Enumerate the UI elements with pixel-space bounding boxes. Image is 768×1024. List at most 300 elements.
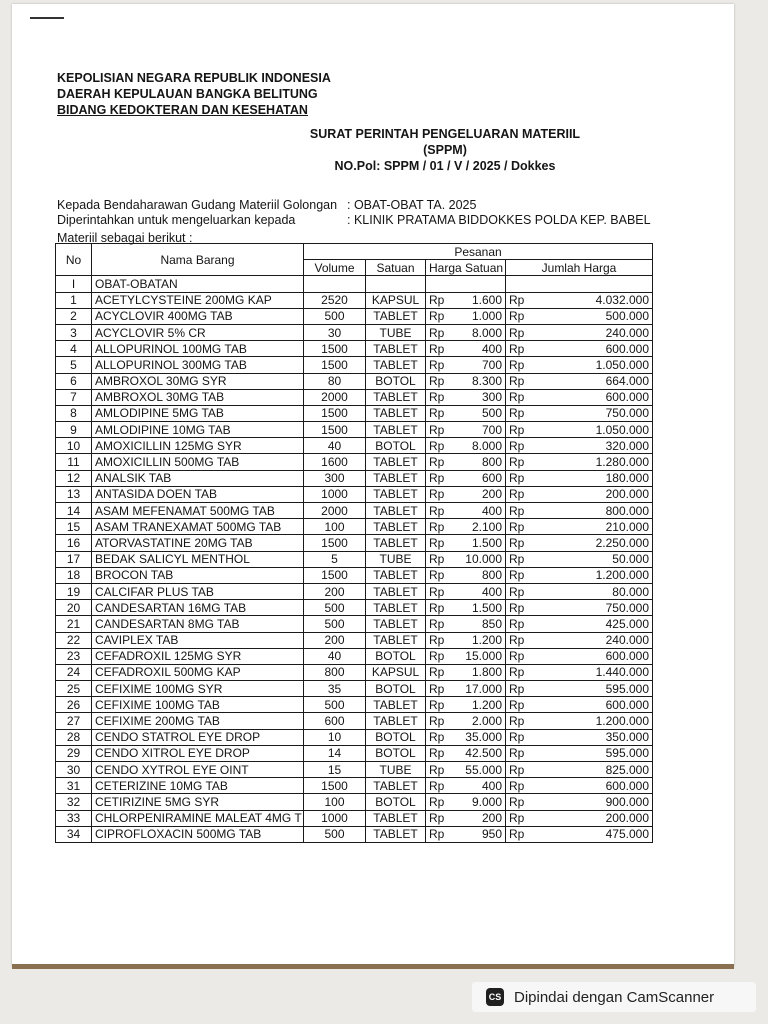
row-jumlah: 600.000 xyxy=(534,389,653,405)
row-name: CEFADROXIL 125MG SYR xyxy=(92,648,304,664)
row-no: 14 xyxy=(56,503,92,519)
row-harga: 700 xyxy=(454,357,506,373)
row-volume: 15 xyxy=(304,762,366,778)
recipient-label: Kepada Bendaharawan Gudang Materiil Golongan xyxy=(57,198,338,212)
row-name: AMOXICILLIN 500MG TAB xyxy=(92,454,304,470)
row-jumlah-currency: Rp xyxy=(506,357,534,373)
row-harga-currency: Rp xyxy=(426,324,454,340)
row-no: 6 xyxy=(56,373,92,389)
table-row xyxy=(56,454,653,470)
row-jumlah: 600.000 xyxy=(534,778,653,794)
row-jumlah-currency: Rp xyxy=(506,503,534,519)
row-harga: 2.100 xyxy=(454,519,506,535)
row-volume: 800 xyxy=(304,664,366,680)
row-name: CEFIXIME 100MG SYR xyxy=(92,681,304,697)
row-volume: 14 xyxy=(304,745,366,761)
order-value: : KLINIK PRATAMA BIDDOKKES POLDA KEP. BABEL xyxy=(347,213,651,227)
row-satuan: TABLET xyxy=(366,308,426,324)
row-satuan: TUBE xyxy=(366,324,426,340)
row-no: 31 xyxy=(56,778,92,794)
row-name: ATORVASTATINE 20MG TAB xyxy=(92,535,304,551)
row-no: 17 xyxy=(56,551,92,567)
row-name: CENDO XYTROL EYE OINT xyxy=(92,762,304,778)
letterhead xyxy=(57,70,331,118)
row-harga-currency: Rp xyxy=(426,778,454,794)
row-no: 24 xyxy=(56,664,92,680)
row-volume: 500 xyxy=(304,697,366,713)
table-row xyxy=(56,664,653,680)
table-row xyxy=(56,373,653,389)
row-harga: 950 xyxy=(454,826,506,842)
row-volume: 2000 xyxy=(304,503,366,519)
row-name: CALCIFAR PLUS TAB xyxy=(92,583,304,599)
table-row xyxy=(56,713,653,729)
header-harga: Harga Satuan xyxy=(426,260,506,276)
row-volume: 40 xyxy=(304,648,366,664)
row-jumlah-currency: Rp xyxy=(506,664,534,680)
row-no: 33 xyxy=(56,810,92,826)
row-satuan: TABLET xyxy=(366,826,426,842)
row-harga-currency: Rp xyxy=(426,664,454,680)
row-harga: 9.000 xyxy=(454,794,506,810)
table-row xyxy=(56,616,653,632)
table-row xyxy=(56,583,653,599)
row-harga-currency: Rp xyxy=(426,567,454,583)
row-harga: 200 xyxy=(454,810,506,826)
table-row xyxy=(56,794,653,810)
page-edge xyxy=(12,964,734,969)
row-harga-currency: Rp xyxy=(426,697,454,713)
row-satuan: BOTOL xyxy=(366,729,426,745)
row-jumlah-currency: Rp xyxy=(506,389,534,405)
row-no: 12 xyxy=(56,470,92,486)
row-satuan: TABLET xyxy=(366,389,426,405)
row-harga: 42.500 xyxy=(454,745,506,761)
row-harga-currency: Rp xyxy=(426,357,454,373)
row-satuan: TABLET xyxy=(366,535,426,551)
row-jumlah-currency: Rp xyxy=(506,551,534,567)
table-row xyxy=(56,405,653,421)
row-jumlah: 595.000 xyxy=(534,745,653,761)
row-name: CENDO XITROL EYE DROP xyxy=(92,745,304,761)
header-no: No xyxy=(56,244,92,276)
table-row xyxy=(56,745,653,761)
row-jumlah: 500.000 xyxy=(534,308,653,324)
row-jumlah: 825.000 xyxy=(534,762,653,778)
row-volume: 500 xyxy=(304,616,366,632)
row-jumlah: 80.000 xyxy=(534,583,653,599)
table-row xyxy=(56,438,653,454)
row-satuan: TABLET xyxy=(366,454,426,470)
row-jumlah: 240.000 xyxy=(534,632,653,648)
row-jumlah-currency: Rp xyxy=(506,486,534,502)
row-jumlah-currency: Rp xyxy=(506,583,534,599)
row-harga-currency: Rp xyxy=(426,438,454,454)
row-jumlah-currency: Rp xyxy=(506,308,534,324)
table-row xyxy=(56,697,653,713)
materiil-table xyxy=(55,243,653,843)
row-harga: 700 xyxy=(454,422,506,438)
row-jumlah-currency: Rp xyxy=(506,745,534,761)
row-no: 28 xyxy=(56,729,92,745)
row-harga-currency: Rp xyxy=(426,826,454,842)
row-jumlah-currency: Rp xyxy=(506,713,534,729)
row-harga: 1.600 xyxy=(454,292,506,308)
row-volume: 80 xyxy=(304,373,366,389)
row-harga: 400 xyxy=(454,583,506,599)
row-no: 25 xyxy=(56,681,92,697)
row-name: CEFADROXIL 500MG KAP xyxy=(92,664,304,680)
row-name: BEDAK SALICYL MENTHOL xyxy=(92,551,304,567)
row-no: 16 xyxy=(56,535,92,551)
info-recipient xyxy=(57,198,477,213)
document-number: NO.Pol: SPPM / 01 / V / 2025 / Dokkes xyxy=(334,159,556,173)
table-row xyxy=(56,422,653,438)
row-harga: 1.500 xyxy=(454,600,506,616)
row-volume: 200 xyxy=(304,632,366,648)
row-name: CEFIXIME 200MG TAB xyxy=(92,713,304,729)
row-name: ACYCLOVIR 5% CR xyxy=(92,324,304,340)
row-jumlah: 900.000 xyxy=(534,794,653,810)
row-jumlah: 1.200.000 xyxy=(534,567,653,583)
row-jumlah-currency: Rp xyxy=(506,470,534,486)
row-no: 26 xyxy=(56,697,92,713)
row-satuan: TABLET xyxy=(366,632,426,648)
table-row xyxy=(56,762,653,778)
row-volume: 600 xyxy=(304,713,366,729)
row-harga-currency: Rp xyxy=(426,292,454,308)
row-volume: 200 xyxy=(304,583,366,599)
row-name: CETERIZINE 10MG TAB xyxy=(92,778,304,794)
row-satuan: TABLET xyxy=(366,810,426,826)
row-no: 30 xyxy=(56,762,92,778)
row-name: CIPROFLOXACIN 500MG TAB xyxy=(92,826,304,842)
row-jumlah-currency: Rp xyxy=(506,292,534,308)
row-name: BROCON TAB xyxy=(92,567,304,583)
row-harga-currency: Rp xyxy=(426,389,454,405)
row-jumlah: 2.250.000 xyxy=(534,535,653,551)
row-jumlah: 180.000 xyxy=(534,470,653,486)
row-volume: 1500 xyxy=(304,778,366,794)
row-volume: 300 xyxy=(304,470,366,486)
row-harga: 35.000 xyxy=(454,729,506,745)
row-jumlah-currency: Rp xyxy=(506,600,534,616)
row-volume: 100 xyxy=(304,519,366,535)
row-no: 21 xyxy=(56,616,92,632)
row-no: 18 xyxy=(56,567,92,583)
row-harga: 400 xyxy=(454,503,506,519)
row-no: 2 xyxy=(56,308,92,324)
row-name: CHLORPENIRAMINE MALEAT 4MG T xyxy=(92,810,304,826)
row-jumlah: 320.000 xyxy=(534,438,653,454)
row-name: CANDESARTAN 16MG TAB xyxy=(92,600,304,616)
row-harga-currency: Rp xyxy=(426,308,454,324)
table-row xyxy=(56,470,653,486)
row-harga-currency: Rp xyxy=(426,713,454,729)
header-jumlah: Jumlah Harga xyxy=(506,260,653,276)
row-harga-currency: Rp xyxy=(426,794,454,810)
row-name: ASAM TRANEXAMAT 500MG TAB xyxy=(92,519,304,535)
section-no: I xyxy=(56,276,92,292)
row-jumlah: 4.032.000 xyxy=(534,292,653,308)
row-harga: 400 xyxy=(454,778,506,794)
row-satuan: TABLET xyxy=(366,778,426,794)
row-harga: 300 xyxy=(454,389,506,405)
row-no: 7 xyxy=(56,389,92,405)
items-label: Materiil sebagai berikut : xyxy=(57,231,193,245)
table-row xyxy=(56,810,653,826)
row-volume: 1500 xyxy=(304,567,366,583)
row-volume: 1000 xyxy=(304,810,366,826)
section-name: OBAT-OBATAN xyxy=(92,276,304,292)
row-jumlah-currency: Rp xyxy=(506,729,534,745)
row-volume: 1500 xyxy=(304,405,366,421)
table-row xyxy=(56,778,653,794)
row-name: CANDESARTAN 8MG TAB xyxy=(92,616,304,632)
row-harga: 1.500 xyxy=(454,535,506,551)
camscanner-icon: CS xyxy=(486,988,504,1006)
row-no: 23 xyxy=(56,648,92,664)
row-jumlah: 50.000 xyxy=(534,551,653,567)
row-volume: 5 xyxy=(304,551,366,567)
row-no: 29 xyxy=(56,745,92,761)
row-harga-currency: Rp xyxy=(426,632,454,648)
row-satuan: KAPSUL xyxy=(366,292,426,308)
order-label: Diperintahkan untuk mengeluarkan kepada xyxy=(57,213,296,227)
row-jumlah: 600.000 xyxy=(534,341,653,357)
table-row xyxy=(56,324,653,340)
row-jumlah: 1.200.000 xyxy=(534,713,653,729)
row-volume: 2000 xyxy=(304,389,366,405)
row-harga: 8.000 xyxy=(454,324,506,340)
row-volume: 500 xyxy=(304,826,366,842)
row-harga: 500 xyxy=(454,405,506,421)
row-jumlah: 750.000 xyxy=(534,405,653,421)
row-volume: 10 xyxy=(304,729,366,745)
table-row xyxy=(56,357,653,373)
row-name: AMLODIPINE 5MG TAB xyxy=(92,405,304,421)
row-satuan: TABLET xyxy=(366,519,426,535)
row-jumlah-currency: Rp xyxy=(506,681,534,697)
row-jumlah: 1.050.000 xyxy=(534,422,653,438)
row-volume: 30 xyxy=(304,324,366,340)
row-harga: 800 xyxy=(454,454,506,470)
row-no: 20 xyxy=(56,600,92,616)
row-jumlah: 210.000 xyxy=(534,519,653,535)
row-volume: 1500 xyxy=(304,535,366,551)
row-harga: 200 xyxy=(454,486,506,502)
table-row xyxy=(56,389,653,405)
row-harga-currency: Rp xyxy=(426,729,454,745)
recipient-value: : OBAT-OBAT TA. 2025 xyxy=(347,198,477,212)
row-satuan: TUBE xyxy=(366,762,426,778)
row-satuan: TABLET xyxy=(366,422,426,438)
pen-mark xyxy=(30,17,64,19)
row-satuan: BOTOL xyxy=(366,373,426,389)
row-no: 3 xyxy=(56,324,92,340)
row-volume: 500 xyxy=(304,600,366,616)
row-satuan: BOTOL xyxy=(366,438,426,454)
row-no: 32 xyxy=(56,794,92,810)
table-row xyxy=(56,681,653,697)
row-satuan: TABLET xyxy=(366,697,426,713)
row-jumlah-currency: Rp xyxy=(506,778,534,794)
header-volume: Volume xyxy=(304,260,366,276)
row-volume: 500 xyxy=(304,308,366,324)
row-name: AMBROXOL 30MG TAB xyxy=(92,389,304,405)
info-order xyxy=(57,213,651,228)
header-satuan: Satuan xyxy=(366,260,426,276)
row-harga-currency: Rp xyxy=(426,405,454,421)
letterhead-line-3: BIDANG KEDOKTERAN DAN KESEHATAN xyxy=(57,103,308,117)
table-row xyxy=(56,600,653,616)
section-row xyxy=(56,276,653,292)
row-volume: 1000 xyxy=(304,486,366,502)
row-no: 1 xyxy=(56,292,92,308)
table-row xyxy=(56,535,653,551)
row-no: 10 xyxy=(56,438,92,454)
row-jumlah-currency: Rp xyxy=(506,373,534,389)
row-harga: 800 xyxy=(454,567,506,583)
row-harga: 8.000 xyxy=(454,438,506,454)
row-volume: 35 xyxy=(304,681,366,697)
row-satuan: TABLET xyxy=(366,503,426,519)
row-harga-currency: Rp xyxy=(426,551,454,567)
table-row xyxy=(56,826,653,842)
row-jumlah-currency: Rp xyxy=(506,567,534,583)
row-jumlah-currency: Rp xyxy=(506,616,534,632)
row-satuan: TABLET xyxy=(366,600,426,616)
row-jumlah: 475.000 xyxy=(534,826,653,842)
row-name: CENDO STATROL EYE DROP xyxy=(92,729,304,745)
row-jumlah-currency: Rp xyxy=(506,794,534,810)
table-header-row xyxy=(56,244,653,260)
row-name: ACYCLOVIR 400MG TAB xyxy=(92,308,304,324)
row-no: 19 xyxy=(56,583,92,599)
row-volume: 40 xyxy=(304,438,366,454)
row-satuan: TABLET xyxy=(366,357,426,373)
row-jumlah: 1.050.000 xyxy=(534,357,653,373)
row-satuan: TABLET xyxy=(366,405,426,421)
row-volume: 100 xyxy=(304,794,366,810)
row-jumlah-currency: Rp xyxy=(506,324,534,340)
row-harga-currency: Rp xyxy=(426,519,454,535)
row-harga: 1.800 xyxy=(454,664,506,680)
row-harga-currency: Rp xyxy=(426,762,454,778)
table-row xyxy=(56,551,653,567)
row-harga-currency: Rp xyxy=(426,454,454,470)
row-volume: 1500 xyxy=(304,422,366,438)
row-name: ALLOPURINOL 100MG TAB xyxy=(92,341,304,357)
row-no: 5 xyxy=(56,357,92,373)
row-name: ANALSIK TAB xyxy=(92,470,304,486)
table-row xyxy=(56,648,653,664)
row-name: AMOXICILLIN 125MG SYR xyxy=(92,438,304,454)
row-name: AMLODIPINE 10MG TAB xyxy=(92,422,304,438)
row-jumlah-currency: Rp xyxy=(506,519,534,535)
row-harga-currency: Rp xyxy=(426,810,454,826)
row-jumlah-currency: Rp xyxy=(506,697,534,713)
row-harga-currency: Rp xyxy=(426,373,454,389)
row-volume: 1600 xyxy=(304,454,366,470)
row-harga-currency: Rp xyxy=(426,486,454,502)
table-row xyxy=(56,341,653,357)
row-harga: 17.000 xyxy=(454,681,506,697)
row-no: 11 xyxy=(56,454,92,470)
scanner-watermark xyxy=(472,982,756,1012)
row-jumlah: 664.000 xyxy=(534,373,653,389)
row-jumlah-currency: Rp xyxy=(506,454,534,470)
row-jumlah: 800.000 xyxy=(534,503,653,519)
row-satuan: TABLET xyxy=(366,470,426,486)
row-jumlah-currency: Rp xyxy=(506,810,534,826)
row-jumlah-currency: Rp xyxy=(506,648,534,664)
row-satuan: BOTOL xyxy=(366,794,426,810)
table-row xyxy=(56,308,653,324)
row-harga-currency: Rp xyxy=(426,583,454,599)
row-jumlah-currency: Rp xyxy=(506,422,534,438)
row-name: CEFIXIME 100MG TAB xyxy=(92,697,304,713)
row-no: 34 xyxy=(56,826,92,842)
letterhead-line-2: DAERAH KEPULAUAN BANGKA BELITUNG xyxy=(57,87,318,101)
table-row xyxy=(56,729,653,745)
header-pesanan: Pesanan xyxy=(304,244,653,260)
row-harga: 1.200 xyxy=(454,632,506,648)
row-volume: 1500 xyxy=(304,341,366,357)
row-harga-currency: Rp xyxy=(426,616,454,632)
row-harga: 2.000 xyxy=(454,713,506,729)
row-jumlah: 600.000 xyxy=(534,648,653,664)
row-no: 13 xyxy=(56,486,92,502)
row-satuan: TABLET xyxy=(366,583,426,599)
table-row xyxy=(56,486,653,502)
row-harga: 400 xyxy=(454,341,506,357)
row-satuan: TABLET xyxy=(366,486,426,502)
row-jumlah: 240.000 xyxy=(534,324,653,340)
row-harga: 10.000 xyxy=(454,551,506,567)
row-name: AMBROXOL 30MG SYR xyxy=(92,373,304,389)
row-satuan: KAPSUL xyxy=(366,664,426,680)
row-volume: 1500 xyxy=(304,357,366,373)
row-harga-currency: Rp xyxy=(426,535,454,551)
row-satuan: BOTOL xyxy=(366,681,426,697)
row-no: 27 xyxy=(56,713,92,729)
row-harga: 850 xyxy=(454,616,506,632)
row-name: CAVIPLEX TAB xyxy=(92,632,304,648)
scanner-label: Dipindai dengan CamScanner xyxy=(514,988,715,1006)
row-name: ACETYLCYSTEINE 200MG KAP xyxy=(92,292,304,308)
letterhead-line-1: KEPOLISIAN NEGARA REPUBLIK INDONESIA xyxy=(57,71,331,85)
row-harga: 1.200 xyxy=(454,697,506,713)
row-name: CETIRIZINE 5MG SYR xyxy=(92,794,304,810)
row-no: 22 xyxy=(56,632,92,648)
row-name: ANTASIDA DOEN TAB xyxy=(92,486,304,502)
row-harga: 600 xyxy=(454,470,506,486)
row-jumlah: 595.000 xyxy=(534,681,653,697)
row-jumlah-currency: Rp xyxy=(506,341,534,357)
row-no: 15 xyxy=(56,519,92,535)
row-jumlah: 750.000 xyxy=(534,600,653,616)
row-harga-currency: Rp xyxy=(426,470,454,486)
title-line-2: (SPPM) xyxy=(423,143,467,157)
table-row xyxy=(56,503,653,519)
row-volume: 2520 xyxy=(304,292,366,308)
title-line-1: SURAT PERINTAH PENGELUARAN MATERIIL xyxy=(309,127,581,141)
row-harga-currency: Rp xyxy=(426,648,454,664)
row-no: 4 xyxy=(56,341,92,357)
row-jumlah-currency: Rp xyxy=(506,632,534,648)
row-satuan: TABLET xyxy=(366,616,426,632)
